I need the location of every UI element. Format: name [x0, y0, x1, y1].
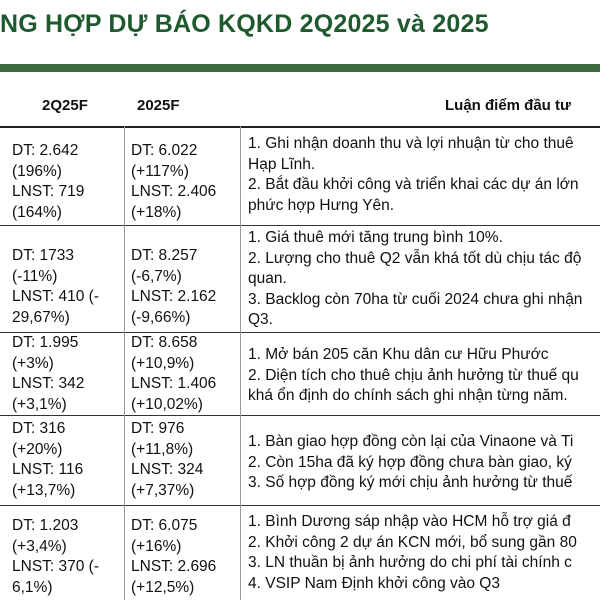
row-5-2025f-line-3: LNST: 2.696	[131, 558, 217, 575]
row-2-2q25f-line-2: (-11%)	[12, 267, 58, 285]
row-1-2025f-line-1: DT: 6.022	[131, 142, 198, 159]
row-1-point-line-2: Hạp Lĩnh.	[248, 155, 316, 173]
row-3-2q25f-line-1: DT: 1.995	[12, 334, 79, 351]
row-4-2025f-line-2: (+11,8%)	[131, 440, 194, 458]
row-2-point-line-2: 2. Lượng cho thuê Q2 vẫn khá tốt dù chịu tác độ	[248, 249, 582, 267]
row-2-2q25f-line-4: 29,67%)	[12, 308, 70, 326]
row-2-point-line-4: 3. Backlog còn 70ha từ cuối 2024 chưa ghi nhận	[248, 290, 583, 308]
row-2-point-line-1: 1. Giá thuê mới tăng trung bình 10%.	[248, 229, 503, 246]
row-4-2q25f-line-4: (+13,7%)	[12, 481, 76, 499]
row-3-point-line-1: 1. Mở bán 205 căn Khu dân cư Hữu Phước	[248, 346, 549, 363]
row-4-point-line-2: 2. Còn 15ha đã ký hợp đồng chưa bàn giao, ký	[248, 453, 572, 471]
row-2-2025f-line-2: (-6,7%)	[131, 267, 182, 285]
row-3-2025f-line-3: LNST: 1.406	[131, 375, 217, 392]
row-3-point-line-3: khá ổn định do chính sách ghi nhận từng năm.	[248, 387, 568, 404]
row-3-point-line-2: 2. Diện tích cho thuê chịu ảnh hưởng từ thuế qu	[248, 366, 579, 384]
row-4-2q25f-line-1: DT: 316	[12, 420, 66, 437]
row-4-2q25f-line-2: (+20%)	[12, 440, 63, 458]
row-3-2025f-line-4: (+10,02%)	[131, 395, 203, 413]
row-4-2025f-line-1: DT: 976	[131, 420, 185, 437]
row-3-2q25f-line-2: (+3%)	[12, 354, 54, 372]
row-divider-2	[0, 332, 600, 333]
row-5-2025f-line-2: (+16%)	[131, 537, 182, 555]
row-4-point-line-3: 3. Số hợp đồng ký mới chịu ảnh hưởng từ thuế	[248, 474, 573, 491]
row-2-2025f-line-1: DT: 8.257	[131, 247, 198, 264]
header-divider	[0, 126, 600, 128]
row-3-2q25f-line-3: LNST: 342	[12, 375, 85, 392]
row-1-2025f-line-2: (+117%)	[131, 162, 189, 180]
row-5-point-line-4: 4. VSIP Nam Định khởi công vào Q3	[248, 574, 500, 592]
row-5-2025f	[131, 516, 216, 598]
row-4-2025f	[131, 419, 203, 501]
row-divider-1	[0, 225, 600, 226]
row-2-2025f	[131, 246, 216, 328]
row-1-point-line-3: 2. Bắt đầu khởi công và triển khai các dự án lớn	[248, 176, 579, 193]
row-1-2025f	[131, 141, 216, 223]
row-2-point-line-3: quan.	[248, 270, 287, 287]
row-5-point-line-2: 2. Khởi công 2 dự án KCN mới, bổ sung gần 80	[248, 533, 577, 551]
row-2-2q25f-line-1: DT: 1733	[12, 247, 75, 264]
column-divider-2	[240, 126, 241, 600]
row-3-2q25f-line-4: (+3,1%)	[12, 395, 67, 413]
row-1-2q25f-line-4: (164%)	[12, 203, 62, 221]
row-1-2q25f-line-1: DT: 2.642	[12, 142, 79, 159]
header-investment-points: Luận điểm đầu tư	[445, 97, 571, 114]
row-3-2025f-line-2: (+10,9%)	[131, 354, 195, 372]
row-5-2025f-line-4: (+12,5%)	[131, 578, 195, 596]
column-divider-1	[124, 126, 125, 600]
row-2-2q25f	[12, 246, 99, 328]
row-2-point-line-5: Q3.	[248, 311, 273, 328]
row-1-2q25f-line-3: LNST: 719	[12, 183, 85, 200]
row-4-point-line-1: 1. Bàn giao hợp đồng còn lại của Vinaone và Ti	[248, 433, 574, 450]
row-5-2q25f-line-4: 6,1%)	[12, 578, 53, 596]
slide-title: NG HỢP DỰ BÁO KQKD 2Q2025 và 2025	[0, 10, 489, 38]
row-5-2025f-line-1: DT: 6.075	[131, 517, 198, 534]
row-5-point-line-3: 3. LN thuần bị ảnh hưởng do chi phí tài chính c	[248, 554, 572, 571]
row-1-2025f-line-4: (+18%)	[131, 203, 182, 221]
row-1-2q25f	[12, 141, 84, 223]
row-4-2q25f	[12, 419, 83, 501]
row-1-2q25f-line-2: (196%)	[12, 162, 62, 180]
row-2-2025f-line-3: LNST: 2.162	[131, 288, 217, 305]
row-1-2025f-line-3: LNST: 2.406	[131, 183, 217, 200]
row-3-investment-points	[248, 345, 579, 407]
row-1-point-line-1: 1. Ghi nhận doanh thu và lợi nhuận từ cho thuê	[248, 135, 574, 152]
row-5-2q25f-line-2: (+3,4%)	[12, 537, 67, 555]
row-4-investment-points	[248, 432, 573, 494]
row-5-point-line-1: 1. Bình Dương sáp nhập vào HCM hỗ trợ giá đ	[248, 513, 571, 530]
row-3-2025f-line-1: DT: 8.658	[131, 334, 198, 351]
row-4-2025f-line-4: (+7,37%)	[131, 481, 195, 499]
row-2-2025f-line-4: (-9,66%)	[131, 308, 191, 326]
row-2-2q25f-line-3: LNST: 410 (-	[12, 288, 100, 305]
row-2-investment-points	[248, 228, 582, 331]
row-5-2q25f	[12, 516, 99, 598]
row-5-investment-points	[248, 512, 577, 594]
row-divider-4	[0, 505, 600, 506]
header-2q25f: 2Q25F	[42, 97, 88, 114]
row-3-2025f	[131, 333, 216, 415]
row-4-2q25f-line-3: LNST: 116	[12, 461, 84, 478]
row-1-point-line-4: phức hợp Hưng Yên.	[248, 196, 395, 214]
row-4-2025f-line-3: LNST: 324	[131, 461, 204, 478]
row-5-2q25f-line-3: LNST: 370 (-	[12, 558, 100, 575]
title-underline-bar	[0, 64, 600, 72]
row-divider-3	[0, 415, 600, 416]
row-3-2q25f	[12, 333, 84, 415]
row-5-2q25f-line-1: DT: 1.203	[12, 517, 79, 534]
row-1-investment-points	[248, 134, 579, 216]
header-2025f: 2025F	[137, 97, 180, 114]
